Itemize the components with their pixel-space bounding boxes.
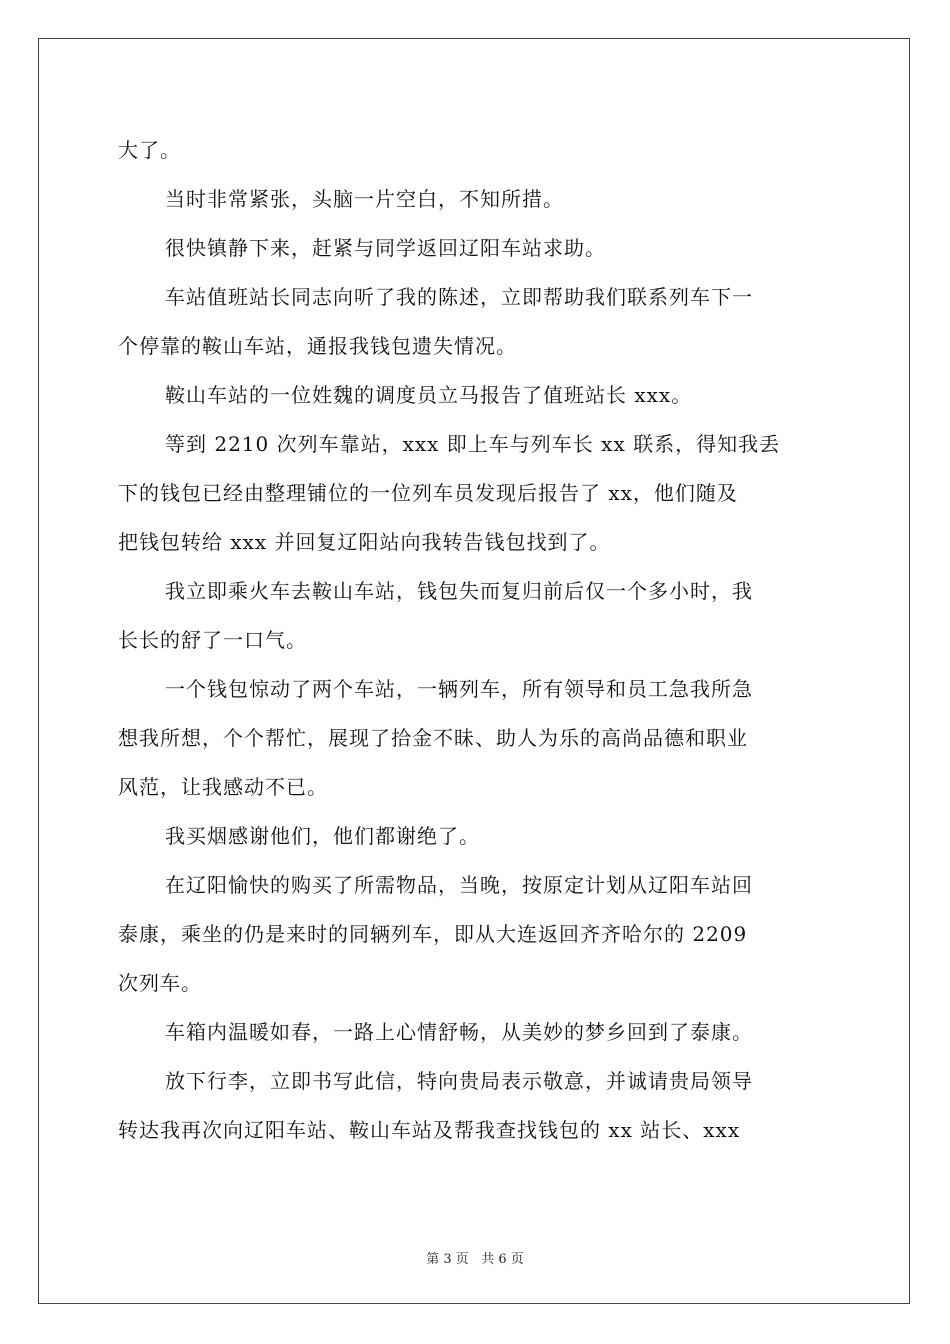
text-line: 很快镇静下来，赶紧与同学返回辽阳车站求助。 xyxy=(165,236,606,260)
text-line: 大了。 xyxy=(118,138,181,162)
document-body xyxy=(118,126,834,1155)
text-line: 一个钱包惊动了两个车站，一辆列车，所有领导和员工急我所急 xyxy=(165,677,753,701)
text-line: 风范，让我感动不已。 xyxy=(118,775,328,799)
text-line: 个停靠的鞍山车站，通报我钱包遗失情况。 xyxy=(118,334,517,358)
text-line: 鞍山车站的一位姓魏的调度员立马报告了值班站长 xxx。 xyxy=(165,383,693,407)
text-line: 等到 2210 次列车靠站，xxx 即上车与列车长 xx 联系，得知我丢 xyxy=(165,432,781,456)
text-line: 想我所想，个个帮忙，展现了拾金不昧、助人为乐的高尚品德和职业 xyxy=(118,726,748,750)
text-line: 车箱内温暖如春，一路上心情舒畅，从美妙的梦乡回到了泰康。 xyxy=(165,1020,753,1044)
text-line: 把钱包转给 xxx 并回复辽阳站向我转告钱包找到了。 xyxy=(118,530,611,554)
text-line: 次列车。 xyxy=(118,971,202,995)
text-line: 在辽阳愉快的购买了所需物品，当晚，按原定计划从辽阳车站回 xyxy=(165,873,753,897)
text-line: 下的钱包已经由整理铺位的一位列车员发现后报告了 xx，他们随及 xyxy=(118,481,738,505)
text-line: 当时非常紧张，头脑一片空白，不知所措。 xyxy=(165,187,564,211)
text-line: 我买烟感谢他们，他们都谢绝了。 xyxy=(165,824,480,848)
text-line: 放下行李，立即书写此信，特向贵局表示敬意，并诚请贵局领导 xyxy=(165,1069,753,1093)
text-line: 长长的舒了一口气。 xyxy=(118,628,307,652)
text-line: 泰康，乘坐的仍是来时的同辆列车，即从大连返回齐齐哈尔的 2209 xyxy=(118,922,748,946)
page-number-footer: 第 3 页 共 6 页 xyxy=(426,1252,524,1267)
text-line: 转达我再次向辽阳车站、鞍山车站及帮我查找钱包的 xx 站长、xxx xyxy=(118,1118,741,1142)
text-line: 车站值班站长同志向听了我的陈述，立即帮助我们联系列车下一 xyxy=(165,285,753,309)
text-line: 我立即乘火车去鞍山车站，钱包失而复归前后仅一个多小时，我 xyxy=(165,579,753,603)
